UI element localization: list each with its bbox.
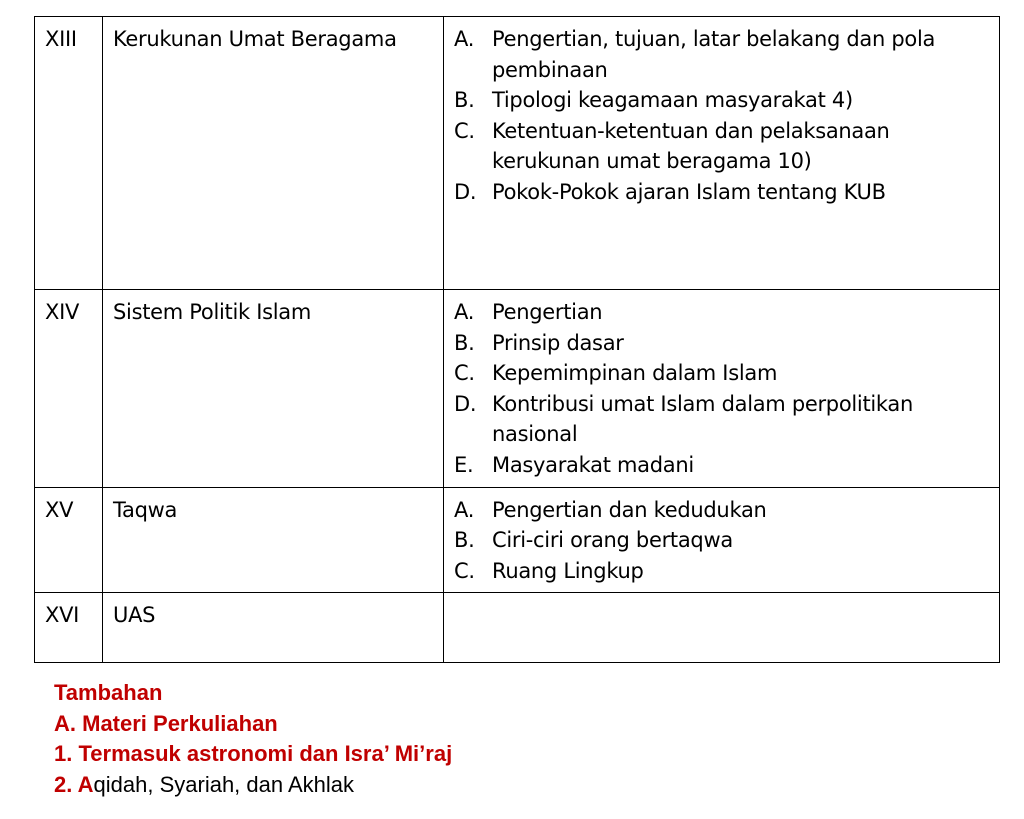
syllabus-table <box>34 16 1000 663</box>
notes-line-2 <box>54 770 452 801</box>
subtopic-list <box>454 297 989 481</box>
list-marker: D. <box>454 391 477 416</box>
list-item <box>454 525 989 556</box>
list-item <box>454 389 989 450</box>
list-text: Pengertian dan kedudukan <box>492 497 767 522</box>
list-text: Pengertian, tujuan, latar belakang dan pola pembinaan <box>492 27 936 82</box>
table-row <box>35 487 1000 593</box>
list-item <box>454 24 989 85</box>
table-row <box>35 290 1000 488</box>
notes-line-2-rest: qidah, Syariah, dan Akhlak <box>93 771 355 797</box>
list-text: Ketentuan-ketentuan dan pelaksanaan kerukunan umat beragama 10) <box>492 118 890 174</box>
list-text: Prinsip dasar <box>492 330 624 355</box>
meeting-number: XIV <box>35 290 103 488</box>
list-item <box>454 85 989 116</box>
topic-cell: Taqwa <box>103 487 444 593</box>
notes-subheading: A. Materi Perkuliahan <box>54 710 278 736</box>
table-row <box>35 17 1000 290</box>
subtopics-cell <box>444 17 1000 290</box>
topic-cell: UAS <box>103 593 444 663</box>
notes-line-2-prefix: 2. A <box>54 771 94 797</box>
list-marker: B. <box>454 330 475 355</box>
list-marker: D. <box>454 179 477 204</box>
list-text: Kepemimpinan dalam Islam <box>492 361 778 386</box>
subtopics-cell <box>444 593 1000 663</box>
list-text: Pengertian <box>492 300 603 324</box>
meeting-number: XVI <box>35 593 103 663</box>
meeting-number: XV <box>35 487 103 593</box>
list-item <box>454 495 989 526</box>
list-marker: A. <box>454 300 475 324</box>
topic-cell: Sistem Politik Islam <box>103 290 444 488</box>
list-marker: C. <box>454 558 475 583</box>
list-marker: E. <box>454 452 474 477</box>
table-row <box>35 593 1000 663</box>
list-item <box>454 177 989 208</box>
list-marker: A. <box>454 27 475 51</box>
meeting-number: XIII <box>35 17 103 290</box>
list-marker: C. <box>454 118 475 143</box>
list-item <box>454 116 989 177</box>
additional-notes <box>54 678 452 800</box>
list-item <box>454 556 989 587</box>
list-item <box>454 297 989 328</box>
list-marker: C. <box>454 361 475 386</box>
topic-cell: Kerukunan Umat Beragama <box>103 17 444 290</box>
subtopics-cell <box>444 290 1000 488</box>
subtopic-list <box>454 24 989 208</box>
list-marker: A. <box>454 497 475 522</box>
list-text: Ciri-ciri orang bertaqwa <box>492 528 733 553</box>
list-text: Masyarakat madani <box>492 452 694 477</box>
list-item <box>454 358 989 389</box>
subtopics-cell <box>444 487 1000 593</box>
list-marker: B. <box>454 88 475 113</box>
subtopic-list <box>454 495 989 587</box>
list-text: Ruang Lingkup <box>492 558 644 583</box>
list-text: Tipologi keagamaan masyarakat 4) <box>492 88 853 113</box>
list-marker: B. <box>454 528 475 553</box>
notes-line-1: 1. Termasuk astronomi dan Isra’ Mi’raj <box>54 741 453 766</box>
list-item <box>454 328 989 359</box>
list-text: Pokok-Pokok ajaran Islam tentang KUB <box>492 179 886 204</box>
list-text: Kontribusi umat Islam dalam perpolitikan nasional <box>492 391 913 447</box>
notes-heading: Tambahan <box>54 680 163 705</box>
list-item <box>454 450 989 481</box>
